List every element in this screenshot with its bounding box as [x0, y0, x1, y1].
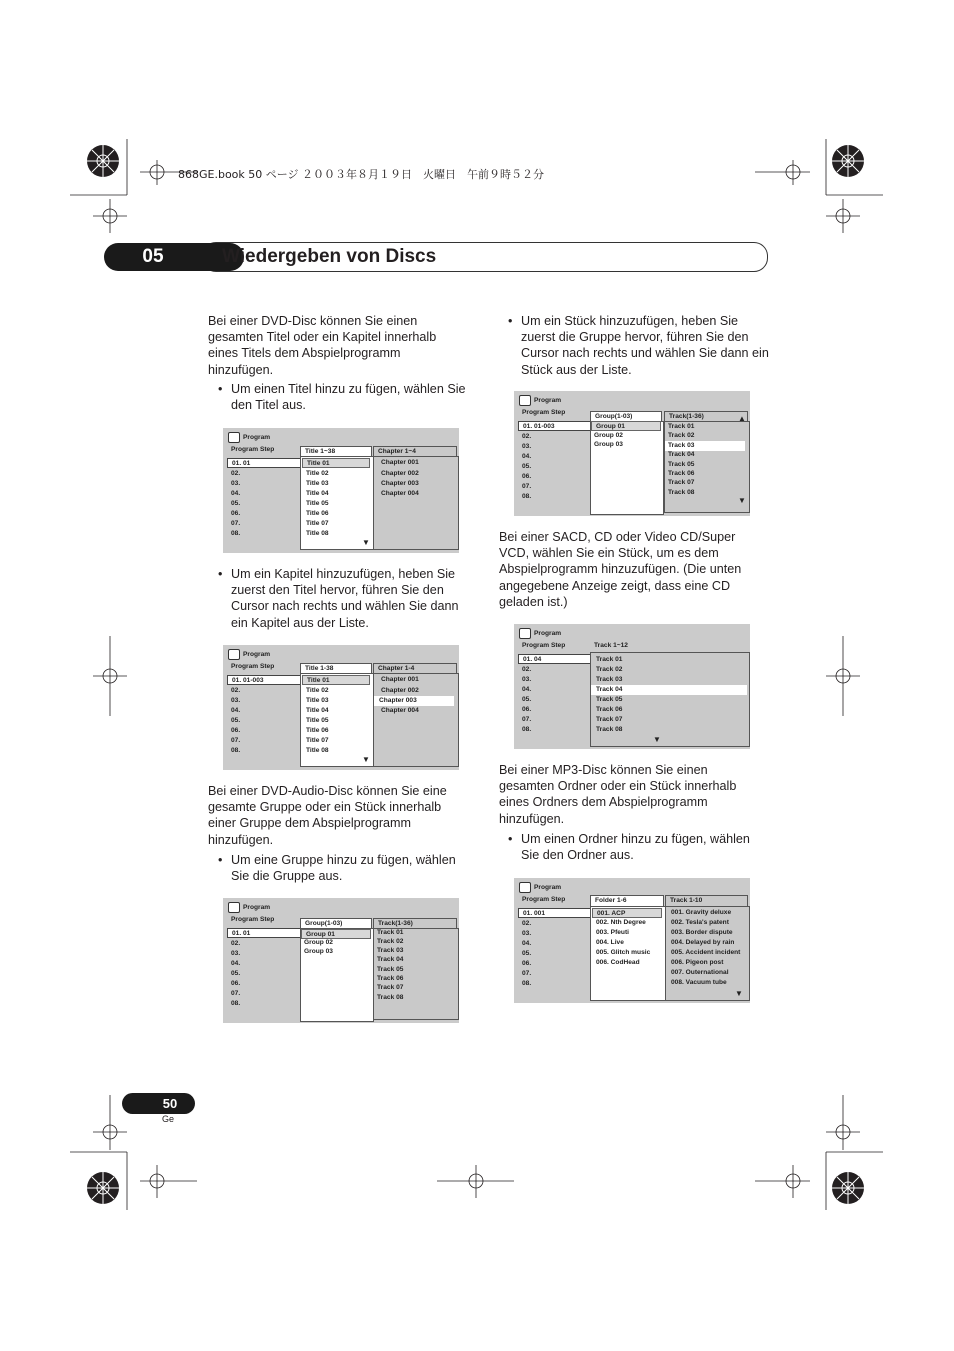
osd-item: Title 03: [306, 697, 329, 704]
osd-col2-header: Chapter 1~4: [373, 446, 457, 456]
osd-item: 003. Pfeuti: [596, 929, 629, 936]
paragraph-sacd-cd: Bei einer SACD, CD oder Video CD/Super VCD, wählen Sie ein Stück, um es dem Abspielprogramm hinzuzufügen. (Die unten angegebene Anzeige zeigt, dass eine CD geladen ist.): [499, 530, 742, 609]
osd-item: 001. Gravity deluxe: [671, 909, 732, 916]
osd-step-row: 01. 01: [227, 458, 301, 468]
osd-step: 02.: [231, 687, 241, 694]
osd-item: Track 01: [668, 423, 695, 430]
osd-program-step-label: Program Step: [231, 916, 275, 923]
osd-step: 05.: [522, 950, 532, 957]
scroll-down-arrow-icon: ▼: [362, 538, 370, 547]
osd-item: Title 08: [306, 747, 329, 754]
bullet-track-text: Um ein Stück hinzuzufügen, heben Sie zuerst die Gruppe hervor, führen Sie den Cursor nach rechts und wählen Sie dann ein Stück aus der Liste.: [521, 314, 769, 377]
program-icon: [519, 882, 531, 893]
scroll-down-arrow-icon: ▼: [738, 496, 746, 505]
paragraph-mp3: Bei einer MP3-Disc können Sie einen gesamten Ordner oder ein Stück innerhalb eines Ordners dem Abspielprogramm hinzufügen.: [499, 763, 737, 826]
osd-program-step-label: Program Step: [522, 642, 566, 649]
program-icon: [519, 628, 531, 639]
osd-step: 03.: [231, 950, 241, 957]
osd-step: 06.: [522, 473, 532, 480]
osd-item-selected: Title 01: [302, 675, 370, 685]
osd-step-row: 01. 04: [518, 654, 592, 664]
osd-col2-header: Track 1-10: [665, 895, 748, 906]
osd-item: Chapter 001: [381, 676, 419, 683]
osd-item: Title 07: [306, 520, 329, 527]
osd-item: Track 05: [377, 966, 404, 973]
osd-step-row: 01. 01-003: [227, 675, 301, 685]
program-icon: [519, 395, 531, 406]
osd-step: 08.: [231, 747, 241, 754]
osd-step: 08.: [522, 726, 532, 733]
osd-item-highlighted: Track 03: [665, 441, 745, 451]
osd-program-step-label: Program Step: [522, 896, 566, 903]
osd-item: 004. Delayed by rain: [671, 939, 735, 946]
osd-screen-mp3-folder: [514, 878, 750, 1003]
osd-item: Title 06: [306, 727, 329, 734]
osd-item-highlighted: Chapter 003: [374, 696, 454, 706]
osd-item: 006. CodHead: [596, 959, 640, 966]
osd-col2-header: Chapter 1-4: [373, 663, 457, 673]
osd-item: Group 03: [304, 948, 333, 955]
osd-program-label: Program: [243, 651, 271, 658]
osd-step: 05.: [231, 970, 241, 977]
scroll-down-arrow-icon: ▼: [735, 989, 743, 998]
osd-item: Title 08: [306, 530, 329, 537]
osd-col2-header: Track(1-36): [664, 411, 748, 421]
program-icon: [228, 649, 240, 660]
scroll-up-arrow-icon: ▲: [738, 414, 746, 423]
bullet-folder-text: Um einen Ordner hinzu zu fügen, wählen Sie den Ordner aus.: [521, 832, 750, 863]
osd-item: Track 01: [377, 929, 404, 936]
osd-col1-header: Folder 1-6: [590, 895, 664, 906]
osd-step: 05.: [522, 696, 532, 703]
osd-item-selected: Group 01: [591, 421, 661, 431]
osd-screen-dvd-chapter: [223, 645, 459, 770]
osd-item: Title 02: [306, 470, 329, 477]
osd-item: Title 03: [306, 480, 329, 487]
osd-step: 05.: [522, 463, 532, 470]
osd-step: 04.: [522, 686, 532, 693]
osd-col1-header: Group(1-03): [590, 411, 662, 421]
osd-step: 08.: [522, 493, 532, 500]
bullet-track: • Um ein Stück hinzuzufügen, heben Sie zuerst die Gruppe hervor, führen Sie den Cursor nach rechts und wählen Sie dann ein Stück aus der Liste.: [508, 314, 769, 377]
osd-step: 04.: [522, 453, 532, 460]
osd-program-label: Program: [534, 397, 562, 404]
print-header: 868GE.book 50 ページ ２００３年８月１９日 火曜日 午前９時５２分: [178, 168, 545, 181]
osd-step: 04.: [522, 940, 532, 947]
osd-step: 06.: [522, 960, 532, 967]
osd-item-selected: 001. ACP: [592, 908, 662, 918]
osd-item: 006. Pigeon post: [671, 959, 724, 966]
osd-step: 07.: [231, 990, 241, 997]
program-icon: [228, 432, 240, 443]
osd-item: Track 02: [377, 938, 404, 945]
osd-item: Track 02: [596, 666, 623, 673]
osd-item: Group 02: [594, 432, 623, 439]
osd-item: Chapter 004: [381, 490, 419, 497]
osd-item: Track 03: [377, 947, 404, 954]
osd-step: 03.: [522, 676, 532, 683]
osd-item: Group 03: [594, 441, 623, 448]
osd-item: Title 02: [306, 687, 329, 694]
osd-item: Title 04: [306, 707, 329, 714]
osd-step: 02.: [522, 666, 532, 673]
osd-step: 02.: [522, 433, 532, 440]
osd-col1-header: Track 1~12: [594, 642, 628, 649]
osd-step-row: 01. 01-003: [518, 421, 592, 431]
osd-item: Track 06: [596, 706, 623, 713]
bullet-chapter: • Um ein Kapitel hinzuzufügen, heben Sie zuerst den Titel hervor, führen Sie den Cursor nach rechts und wählen Sie dann ein Kapitel aus der Liste.: [218, 567, 459, 630]
osd-step: 02.: [231, 470, 241, 477]
osd-program-label: Program: [243, 904, 271, 911]
osd-item: 004. Live: [596, 939, 624, 946]
osd-item: Title 07: [306, 737, 329, 744]
osd-col1-header: Group(1-03): [300, 918, 372, 928]
osd-item: 005. Accident incident: [671, 949, 741, 956]
osd-item: Title 06: [306, 510, 329, 517]
osd-step: 07.: [522, 483, 532, 490]
osd-item-selected: Group 01: [301, 929, 371, 939]
osd-item: Track 07: [596, 716, 623, 723]
osd-program-label: Program: [534, 884, 562, 891]
osd-program-label: Program: [243, 434, 271, 441]
bullet-group-text: Um eine Gruppe hinzu zu fügen, wählen Sie die Gruppe aus.: [231, 853, 456, 884]
osd-item: Track 07: [377, 984, 404, 991]
osd-item: Title 04: [306, 490, 329, 497]
osd-step: 05.: [231, 500, 241, 507]
osd-screen-dvd-audio-group: [223, 898, 459, 1023]
osd-step: 08.: [231, 1000, 241, 1007]
chapter-number: 05: [142, 246, 164, 267]
paragraph-dvd: Bei einer DVD-Disc können Sie einen gesamten Titel oder ein Kapitel innerhalb eines Titels dem Abspielprogramm hinzufügen.: [208, 314, 437, 377]
osd-item: Title 05: [306, 717, 329, 724]
osd-program-label: Program: [534, 630, 562, 637]
osd-step: 07.: [231, 520, 241, 527]
scroll-down-arrow-icon: ▼: [653, 735, 661, 744]
osd-item: Track 03: [596, 676, 623, 683]
osd-item: Chapter 001: [381, 459, 419, 466]
osd-item-highlighted: Track 04: [591, 685, 747, 695]
program-icon: [228, 902, 240, 913]
osd-step: 06.: [231, 510, 241, 517]
osd-program-step-label: Program Step: [231, 446, 275, 453]
osd-step: 06.: [231, 727, 241, 734]
osd-screen-cd-track: [514, 624, 750, 749]
osd-step: 03.: [231, 697, 241, 704]
osd-step-row: 01. 001: [518, 908, 592, 918]
osd-program-step-label: Program Step: [522, 409, 566, 416]
page-number: 50: [162, 1096, 178, 1111]
osd-step: 06.: [231, 980, 241, 987]
osd-item: Track 06: [668, 470, 695, 477]
osd-step: 04.: [231, 960, 241, 967]
osd-item: Group 02: [304, 939, 333, 946]
osd-item: Title 05: [306, 500, 329, 507]
osd-step: 03.: [231, 480, 241, 487]
osd-step: 04.: [231, 490, 241, 497]
osd-step: 08.: [231, 530, 241, 537]
osd-item: 002. Nth Degree: [596, 919, 646, 926]
osd-item: Track 08: [668, 489, 695, 496]
bullet-title-text: Um einen Titel hinzu zu fügen, wählen Sie den Titel aus.: [231, 382, 466, 413]
osd-step: 07.: [231, 737, 241, 744]
osd-col1-header: Title 1~38: [300, 446, 372, 456]
osd-step: 02.: [522, 920, 532, 927]
osd-item: Track 05: [668, 461, 695, 468]
osd-step: 03.: [522, 930, 532, 937]
osd-col2-header: Track(1-36): [373, 918, 457, 928]
osd-step: 06.: [522, 706, 532, 713]
scroll-down-arrow-icon: ▼: [362, 755, 370, 764]
osd-step-row: 01. 01: [227, 928, 301, 938]
osd-item: Track 04: [377, 956, 404, 963]
osd-item: Chapter 002: [381, 687, 419, 694]
osd-step: 04.: [231, 707, 241, 714]
osd-item: 002. Tesla's patent: [671, 919, 729, 926]
bullet-chapter-text: Um ein Kapitel hinzuzufügen, heben Sie zuerst den Titel hervor, führen Sie den Cursor nach rechts und wählen Sie dann ein Kapitel aus der Liste.: [231, 567, 459, 630]
bullet-title: • Um einen Titel hinzu zu fügen, wählen Sie den Titel aus.: [218, 382, 466, 413]
osd-step: 07.: [522, 716, 532, 723]
osd-program-step-label: Program Step: [231, 663, 275, 670]
osd-col1-header: Title 1-38: [300, 663, 372, 673]
osd-item: Chapter 002: [381, 470, 419, 477]
osd-step: 08.: [522, 980, 532, 987]
osd-screen-dvd-audio-track: [514, 391, 750, 516]
osd-item-selected: Title 01: [302, 458, 370, 468]
osd-item: Track 01: [596, 656, 623, 663]
osd-item: Track 08: [596, 726, 623, 733]
osd-item: Track 04: [668, 451, 695, 458]
osd-item: Track 08: [377, 994, 404, 1001]
osd-step: 07.: [522, 970, 532, 977]
osd-step: 03.: [522, 443, 532, 450]
osd-item: Track 07: [668, 479, 695, 486]
chapter-title: Wiedergeben von Discs: [222, 246, 437, 267]
osd-step: 02.: [231, 940, 241, 947]
osd-item: Chapter 004: [381, 707, 419, 714]
osd-item: 005. Glitch music: [596, 949, 651, 956]
osd-item: 007. Outernational: [671, 969, 729, 976]
osd-screen-dvd-title: [223, 428, 459, 553]
osd-item: Track 02: [668, 432, 695, 439]
osd-item: 003. Border dispute: [671, 929, 733, 936]
osd-item: Track 05: [596, 696, 623, 703]
bullet-folder: • Um einen Ordner hinzu zu fügen, wählen Sie den Ordner aus.: [508, 832, 750, 863]
osd-step: 05.: [231, 717, 241, 724]
bullet-group: • Um eine Gruppe hinzu zu fügen, wählen Sie die Gruppe aus.: [218, 853, 456, 884]
page-language: Ge: [162, 1114, 175, 1124]
paragraph-dvd-audio: Bei einer DVD-Audio-Disc können Sie eine gesamte Gruppe oder ein Stück innerhalb einer Gruppe dem Abspielprogramm hinzufügen.: [208, 784, 447, 847]
osd-item: Track 06: [377, 975, 404, 982]
osd-item: Chapter 003: [381, 480, 419, 487]
osd-item: 008. Vacuum tube: [671, 979, 727, 986]
